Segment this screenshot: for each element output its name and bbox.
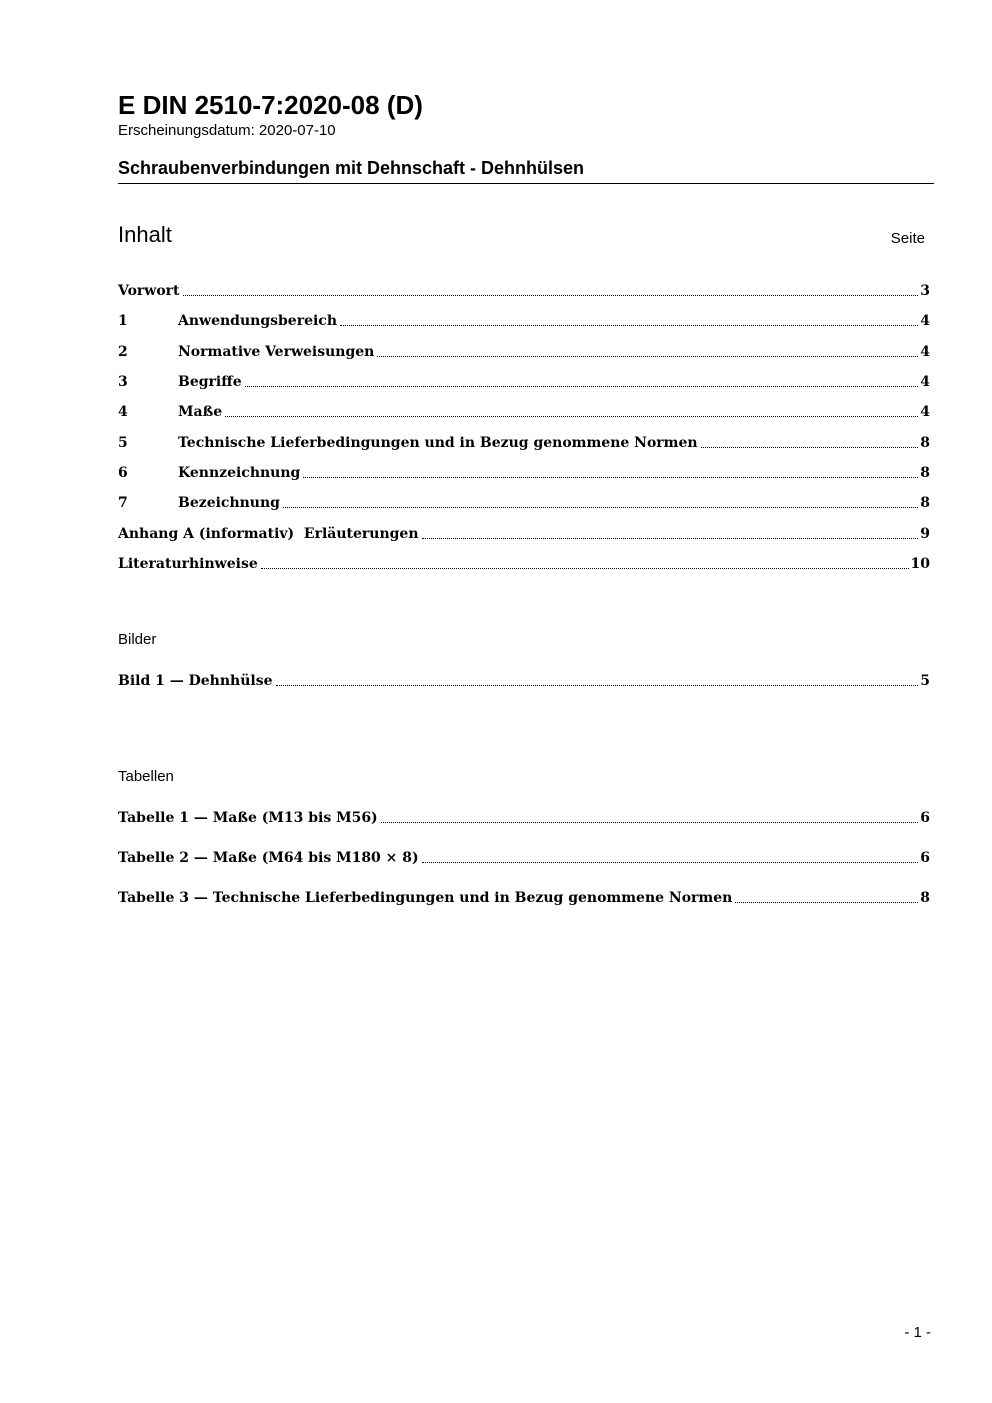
toc-entry-1[interactable] <box>118 309 930 331</box>
document-title: E DIN 2510-7:2020-08 (D) <box>118 90 423 120</box>
toc-heading: Inhalt <box>118 222 172 247</box>
toc-entry-page: 4 <box>920 344 930 360</box>
table-entry-page: 8 <box>920 890 930 906</box>
table-entry-page: 6 <box>920 850 930 866</box>
dot-leader <box>701 447 919 448</box>
table-entry-page: 6 <box>920 810 930 826</box>
dot-leader <box>225 416 918 417</box>
toc-entry-title: Vorwort <box>118 283 180 299</box>
toc-entry-title: Technische Lieferbedingungen und in Bezug genommene Normen <box>178 435 698 451</box>
toc-entry-title: Anwendungsbereich <box>178 313 337 329</box>
dot-leader <box>340 325 918 326</box>
table-entry-title: Tabelle 2 — Maße (M64 bis M180 × 8) <box>118 850 419 866</box>
document-subject: Schraubenverbindungen mit Dehnschaft - Dehnhülsen <box>118 158 585 178</box>
toc-entry-5[interactable] <box>118 431 930 453</box>
toc-page-column-heading: Seite <box>890 230 925 247</box>
toc-entry-page: 8 <box>920 495 930 511</box>
dot-leader <box>245 386 919 387</box>
toc-entry-number: 2 <box>118 344 128 360</box>
toc-entry-number: 5 <box>118 435 128 451</box>
publication-date: Erscheinungsdatum: 2020-07-10 <box>118 122 336 139</box>
table-entry-title: Tabelle 1 — Maße (M13 bis M56) <box>118 810 378 826</box>
dot-leader <box>276 685 919 686</box>
table-entry-3[interactable] <box>118 886 930 908</box>
toc-entry-foreword[interactable] <box>118 279 930 301</box>
figure-entry-page: 5 <box>920 673 930 689</box>
toc-entry-number: 4 <box>118 404 128 420</box>
toc-entry-page: 4 <box>920 374 930 390</box>
toc-entry-title: Bezeichnung <box>178 495 280 511</box>
header-divider <box>118 183 934 184</box>
toc-entry-title: Maße <box>178 404 223 420</box>
toc-entry-page: 10 <box>910 556 930 572</box>
tables-heading: Tabellen <box>118 768 174 785</box>
table-entry-2[interactable] <box>118 846 930 868</box>
toc-entry-2[interactable] <box>118 340 930 362</box>
toc-entry-4[interactable] <box>118 400 930 422</box>
toc-entry-title: Literaturhinweise <box>118 556 258 572</box>
toc-entry-title: Anhang A (informativ) Erläuterungen <box>118 526 419 542</box>
figure-entry-title: Bild 1 — Dehnhülse <box>118 673 273 689</box>
dot-leader <box>381 822 919 823</box>
toc-entry-page: 4 <box>920 313 930 329</box>
table-entry-1[interactable] <box>118 806 930 828</box>
toc-entry-page: 9 <box>920 526 930 542</box>
toc-entry-page: 3 <box>920 283 930 299</box>
table-entry-title: Tabelle 3 — Technische Lieferbedingungen und in Bezug genommene Normen <box>118 890 733 906</box>
dot-leader <box>377 356 918 357</box>
toc-entry-7[interactable] <box>118 491 930 513</box>
toc-entry-number: 7 <box>118 495 128 511</box>
toc-entry-3[interactable] <box>118 370 930 392</box>
page-number: - 1 - <box>904 1324 931 1341</box>
toc-entry-page: 8 <box>920 465 930 481</box>
figures-heading: Bilder <box>118 631 157 648</box>
toc-entry-title: Kennzeichnung <box>178 465 301 481</box>
dot-leader <box>183 295 919 296</box>
toc-entry-number: 6 <box>118 465 128 481</box>
toc-entry-bibliography[interactable] <box>118 552 930 574</box>
toc-entry-title: Begriffe <box>178 374 242 390</box>
dot-leader <box>422 862 919 863</box>
toc-entry-number: 3 <box>118 374 128 390</box>
toc-entry-title: Normative Verweisungen <box>178 344 375 360</box>
toc-entry-page: 8 <box>920 435 930 451</box>
toc-entry-number: 1 <box>118 313 128 329</box>
dot-leader <box>735 902 918 903</box>
dot-leader <box>422 538 919 539</box>
dot-leader <box>303 477 918 478</box>
figure-entry-1[interactable] <box>118 669 930 691</box>
dot-leader <box>283 507 918 508</box>
toc-entry-annex-a[interactable] <box>118 522 930 544</box>
dot-leader <box>261 568 909 569</box>
toc-entry-6[interactable] <box>118 461 930 483</box>
toc-entry-page: 4 <box>920 404 930 420</box>
